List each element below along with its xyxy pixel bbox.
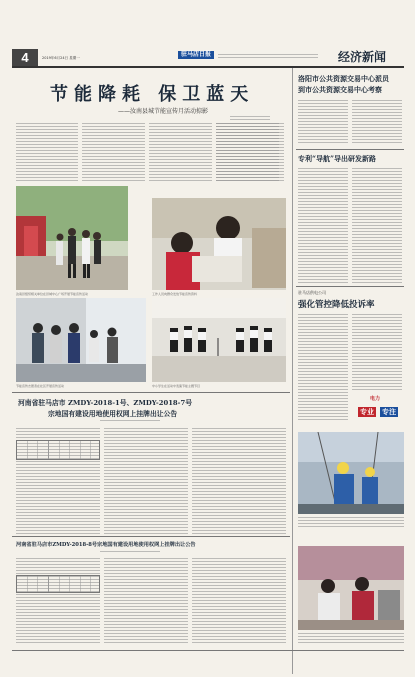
page-number-badge: 4 [12, 49, 38, 66]
feature-photo-4 [152, 298, 286, 382]
notice-2-table [16, 575, 100, 593]
side-article-2-body-a [298, 168, 348, 283]
ad-slogan-2: 专注 [382, 408, 396, 416]
side-article-2-title: 专利“导航”导出研发新路 [298, 154, 377, 163]
side-photo-1 [298, 432, 404, 514]
feature-bottom-rule [12, 392, 290, 393]
notice-2-subline [100, 551, 160, 554]
side-article-2-body-b [352, 168, 402, 283]
side-article-3-body-b [352, 314, 402, 392]
date-line: 2019年6月24日 星期一 [42, 56, 80, 60]
photo-4-image [152, 298, 286, 382]
notice-divider [12, 536, 290, 537]
side-photo-1-caption [298, 517, 404, 529]
photo-3-image [16, 298, 146, 382]
ad-slogan-1: 专业 [360, 408, 374, 416]
page-bottom-rule [12, 650, 404, 651]
notice-1-title-line2: 宗地国有建设用地使用权网上挂牌出让公告 [48, 410, 178, 418]
photo-2-image [152, 198, 286, 290]
notice-1-subline [100, 420, 160, 423]
feature-title: 节能降耗 保卫蓝天 [50, 84, 255, 105]
notice-1-body-col-1b [16, 500, 100, 534]
side-photo-1-image [298, 432, 404, 514]
notice-1-body-col-2b [104, 500, 188, 534]
side-photo-2-caption [298, 633, 404, 645]
paper-name: 驻马店日报 [178, 51, 214, 59]
feature-body-col-5b [216, 123, 284, 183]
caption-2: 工作人员向群众发放节能宣传资料 [152, 292, 198, 296]
power-ad [356, 395, 404, 431]
feature-photo-1 [16, 186, 128, 290]
masthead-rule [12, 66, 404, 68]
notice-1-title-line1: 河南省驻马店市 ZMDY-2018-1号、ZMDY-2018-7号 [18, 399, 193, 407]
side-article-1-body-b [352, 100, 402, 145]
notice-1-body-col-2 [104, 428, 188, 498]
side-article-1-body-a [298, 100, 348, 145]
notice-1-body-col-3 [192, 428, 286, 534]
notice-2-body-col-3 [192, 558, 286, 644]
photo-1-image [16, 186, 128, 290]
side-article-1-title-line2: 到市公共资源交易中心考察 [298, 85, 382, 94]
caption-3: 节能宣传志愿者在社区开展宣传活动 [16, 384, 65, 388]
feature-body-col-1 [16, 123, 78, 183]
notice-1-body-col-1 [16, 428, 100, 498]
feature-body-col-3 [149, 123, 212, 183]
ad-brand: 电力 [370, 396, 381, 402]
side-rule-1 [296, 149, 404, 150]
feature-body-col-2 [82, 123, 145, 183]
side-article-3-title: 强化管控降低投诉率 [298, 300, 375, 310]
masthead-info-text [218, 54, 318, 58]
side-article-3-kicker: 驻马店供电公司 [298, 290, 326, 295]
section-title: 经济新闻 [338, 50, 387, 64]
feature-subtitle: ——汝南县城节能宣传月活动掠影 [118, 108, 209, 115]
caption-1: 汝南县组织相关单位在县城中心广场开展节能宣传活动 [16, 292, 89, 296]
side-article-3-body-a [298, 314, 348, 422]
caption-4: 中小学生在活动中表演节能主题节目 [152, 384, 201, 388]
column-divider [292, 68, 293, 674]
notice-2-body-col-2 [104, 558, 188, 644]
side-photo-2-image [298, 546, 404, 630]
notice-2-title: 河南省驻马店市ZMDY-2018-8号宗地国有建设用地使用权网上挂牌出让公告 [16, 542, 196, 548]
notice-2-body-col-1 [16, 558, 100, 644]
side-article-1-title-line1: 洛阳市公共资源交易中心派员 [298, 74, 389, 83]
feature-photo-2 [152, 198, 286, 290]
byline [230, 116, 270, 120]
side-rule-2 [296, 286, 404, 287]
notice-1-table [16, 440, 100, 460]
side-photo-2 [298, 546, 404, 630]
feature-photo-3 [16, 298, 146, 382]
